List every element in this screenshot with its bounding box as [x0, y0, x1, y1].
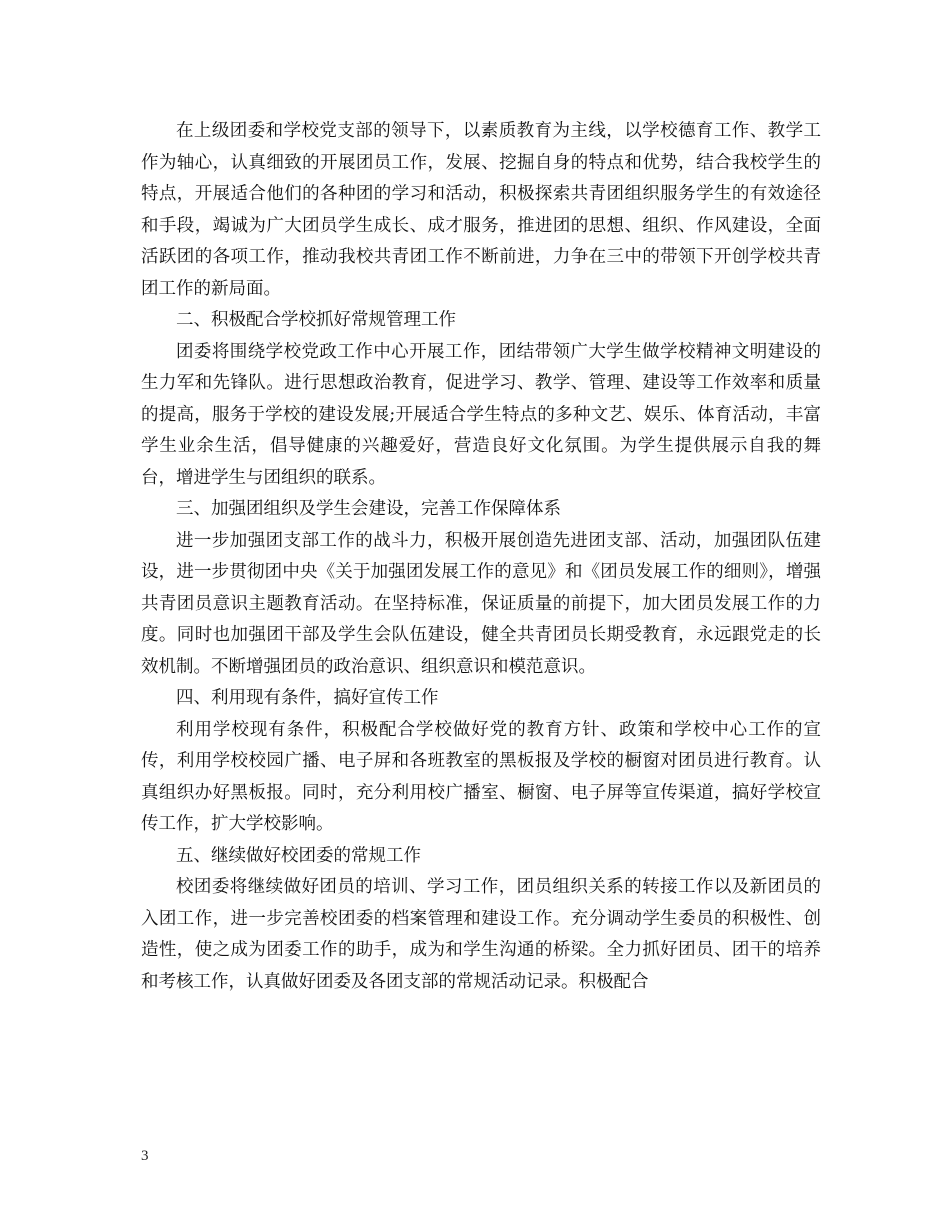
page-number: 3: [141, 1148, 149, 1164]
section-heading-5: 五、继续做好校团委的常规工作: [176, 845, 421, 866]
section-heading-4: 四、利用现有条件，搞好宣传工作: [176, 688, 439, 708]
paragraph-intro: 在上级团委和学校党支部的领导下，以素质教育为主线，以学校德育工作、教学工作为轴心，认真细致的开展团员工作，发展、挖掘自身的特点和优势，结合我校学生的特点，开展适合他们的各种团的学习和活动，积极探索共青团组织服务学生的有效途径和手段，竭诚为广大团员学生成长、成才服务，推进团的思想、组织、作风建设，全面活跃团的各项工作，推动我校共青团工作不断前进，力争在三中的带领下开创学校共青团工作的新局面。: [141, 121, 821, 299]
paragraph-section-5: 校团委将继续做好团员的培训、学习工作，团员组织关系的转接工作以及新团员的入团工作，进一步完善校团委的档案管理和建设工作。充分调动学生委员的积极性、创造性，使之成为团委工作的助手，成为和学生沟通的桥梁。全力抓好团员、团干的培养和考核工作，认真做好团委及各团支部的常规活动记录。积极配合: [141, 877, 821, 992]
document-body: [141, 116, 821, 998]
paragraph-section-4: 利用学校现有条件，积极配合学校做好党的教育方针、政策和学校中心工作的宣传，利用学校校园广播、电子屏和各班教室的黑板报及学校的橱窗对团员进行教育。认真组织办好黑板报。同时，充分利用校广播室、橱窗、电子屏等宣传渠道，搞好学校宣传工作，扩大学校影响。: [141, 719, 821, 834]
section-heading-2: 二、积极配合学校抓好常规管理工作: [176, 310, 456, 330]
section-heading-3: 三、加强团组织及学生会建设，完善工作保障体系: [176, 499, 561, 519]
paragraph-section-3: 进一步加强团支部工作的战斗力，积极开展创造先进团支部、活动，加强团队伍建设，进一步贯彻团中央《关于加强团发展工作的意见》和《团员发展工作的细则》，增强共青团员意识主题教育活动。在坚持标准，保证质量的前提下，加大团员发展工作的力度。同时也加强团干部及学生会队伍建设，健全共青团员长期受教育，永远跟党走的长效机制。不断增强团员的政治意识、组织意识和模范意识。: [141, 530, 821, 677]
paragraph-section-2: 团委将围绕学校党政工作中心开展工作，团结带领广大学生做学校精神文明建设的生力军和先锋队。进行思想政治教育，促进学习、教学、管理、建设等工作效率和质量的提高，服务于学校的建设发展;开展适合学生特点的多种文艺、娱乐、体育活动，丰富学生业余生活，倡导健康的兴趣爱好，营造良好文化氛围。为学生提供展示自我的舞台，增进学生与团组织的联系。: [141, 341, 821, 488]
